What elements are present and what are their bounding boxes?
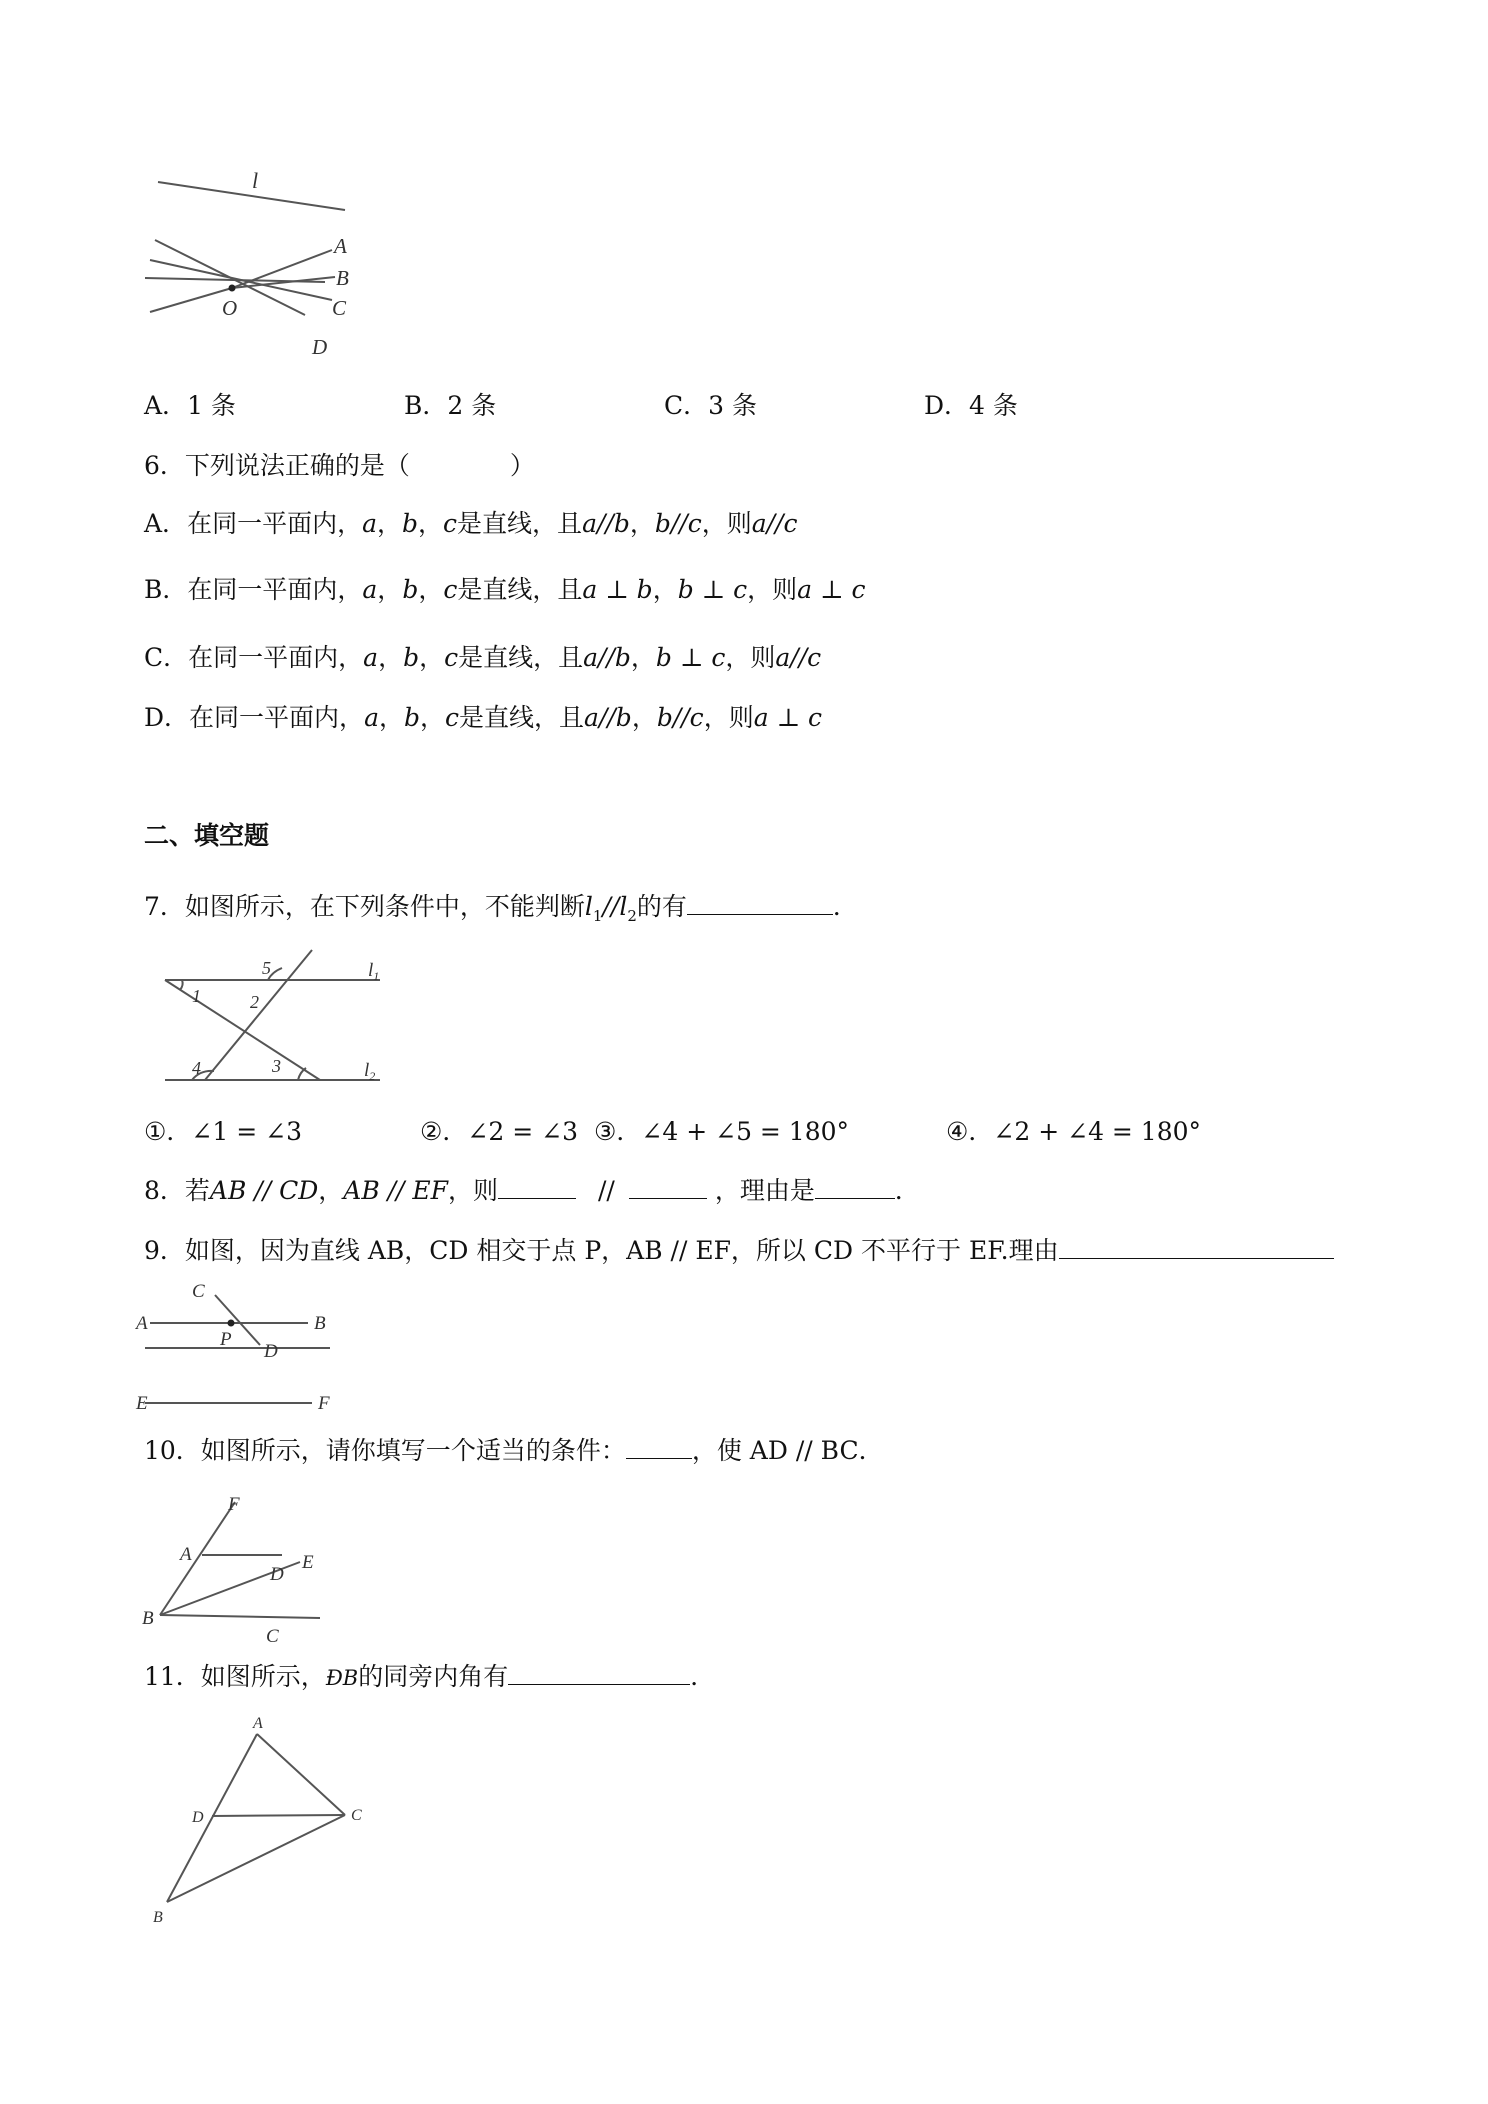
line-bc: [160, 1615, 320, 1618]
q7-option-2[interactable]: ②．∠2 = ∠3: [420, 1117, 578, 1146]
q9-answer-blank[interactable]: [1059, 1234, 1334, 1259]
line-oa-back: [150, 288, 232, 312]
label-angle-4: 4: [192, 1058, 201, 1078]
label-a: A: [136, 1313, 148, 1334]
point-o: [229, 285, 236, 292]
label-d: D: [270, 1564, 284, 1585]
label-l1: $l_1$: [368, 960, 380, 983]
q7-stem: 7．如图所示，在下列条件中，不能判断$l_1//l_2$的有 ．: [144, 892, 858, 925]
q7-option-4[interactable]: ④．∠2 + ∠4 = 180°: [946, 1117, 1202, 1146]
q8-blank-2[interactable]: [629, 1174, 707, 1199]
q6-option-c[interactable]: C．在同一平面内，a，b，c是直线，且a//b，b ⊥ c，则a//c: [144, 643, 822, 672]
label-b: B: [153, 1909, 163, 1926]
section-heading-fill-blank: 二、填空题: [144, 821, 270, 850]
label-angle-3: 3: [272, 1056, 281, 1076]
label-o: O: [222, 296, 238, 320]
line-ab: [167, 1734, 257, 1902]
label-l: l: [252, 168, 259, 193]
label-e: E: [136, 1393, 148, 1414]
q6-option-b[interactable]: B．在同一平面内，a，b，c是直线，且a ⊥ b，b ⊥ c，则a ⊥ c: [144, 575, 866, 604]
angle-arc-3: [298, 1068, 306, 1080]
q7-answer-blank[interactable]: [687, 890, 833, 915]
q8-stem: 8．若AB // CD，AB // EF，则 // ，理由是 ．: [144, 1176, 920, 1205]
figure-q9-lines: [136, 1281, 350, 1420]
q8-blank-reason[interactable]: [815, 1174, 895, 1199]
label-angle-2: 2: [250, 992, 259, 1012]
label-d: D: [264, 1341, 278, 1362]
line-bf: [160, 1502, 235, 1615]
label-angle-5: 5: [262, 958, 271, 978]
label-a: A: [334, 234, 347, 258]
label-a: A: [253, 1715, 263, 1732]
q9-stem: 9．如图，因为直线 AB，CD 相交于点 P，AB // EF，所以 CD 不平行于 EF.理由: [144, 1234, 1334, 1267]
line-ac: [257, 1734, 345, 1815]
q6-option-d[interactable]: D．在同一平面内，a，b，c是直线，且a//b，b//c，则a ⊥ c: [144, 703, 823, 732]
label-c: C: [351, 1807, 362, 1824]
q5-option-d[interactable]: D．4 条: [924, 391, 1018, 420]
q6-option-a[interactable]: A．在同一平面内，a，b，c是直线，且a//b，b//c，则a//c: [144, 509, 798, 538]
q5-option-b[interactable]: B．2 条: [404, 391, 497, 420]
line-bc: [167, 1815, 345, 1902]
label-a: A: [180, 1544, 192, 1565]
q5-option-a[interactable]: A．1 条: [144, 391, 236, 420]
q7-option-1[interactable]: ①．∠1 = ∠3: [144, 1117, 302, 1146]
figure-q10: [140, 1490, 340, 1650]
label-d: D: [192, 1809, 204, 1826]
q11-answer-blank[interactable]: [508, 1660, 690, 1685]
q6-stem: 6．下列说法正确的是（ ）: [144, 451, 535, 480]
line-dc: [212, 1815, 345, 1816]
label-d: D: [312, 335, 328, 359]
q11-stem: 11．如图所示，ÐB的同旁内角有 ．: [144, 1662, 716, 1691]
label-e: E: [302, 1552, 314, 1573]
label-angle-1: 1: [192, 986, 201, 1006]
q7-option-3[interactable]: ③．∠4 + ∠5 = 180°: [594, 1117, 850, 1146]
label-b: B: [142, 1608, 154, 1629]
q5-option-c[interactable]: C．3 条: [664, 391, 757, 420]
figure-q11-triangle: [145, 1712, 385, 1932]
label-l2: $l_2$: [364, 1060, 376, 1083]
label-p: P: [220, 1329, 232, 1350]
q10-answer-blank[interactable]: [626, 1434, 692, 1459]
label-c: C: [266, 1626, 279, 1647]
label-b: B: [336, 266, 349, 290]
label-c: C: [332, 296, 347, 320]
figure-q5-lines: [140, 160, 370, 360]
point-p: [228, 1320, 235, 1327]
label-b: B: [314, 1313, 326, 1334]
figure-q7-parallel-lines: [150, 950, 390, 1090]
angle-arc-1: [180, 980, 183, 990]
label-c: C: [192, 1281, 205, 1302]
q8-blank-1[interactable]: [498, 1174, 576, 1199]
label-f: F: [318, 1393, 330, 1414]
label-f: F: [228, 1494, 240, 1515]
transversal-1: [165, 980, 320, 1080]
q10-stem: 10．如图所示，请你填写一个适当的条件： ，使 AD // BC．: [144, 1436, 884, 1465]
